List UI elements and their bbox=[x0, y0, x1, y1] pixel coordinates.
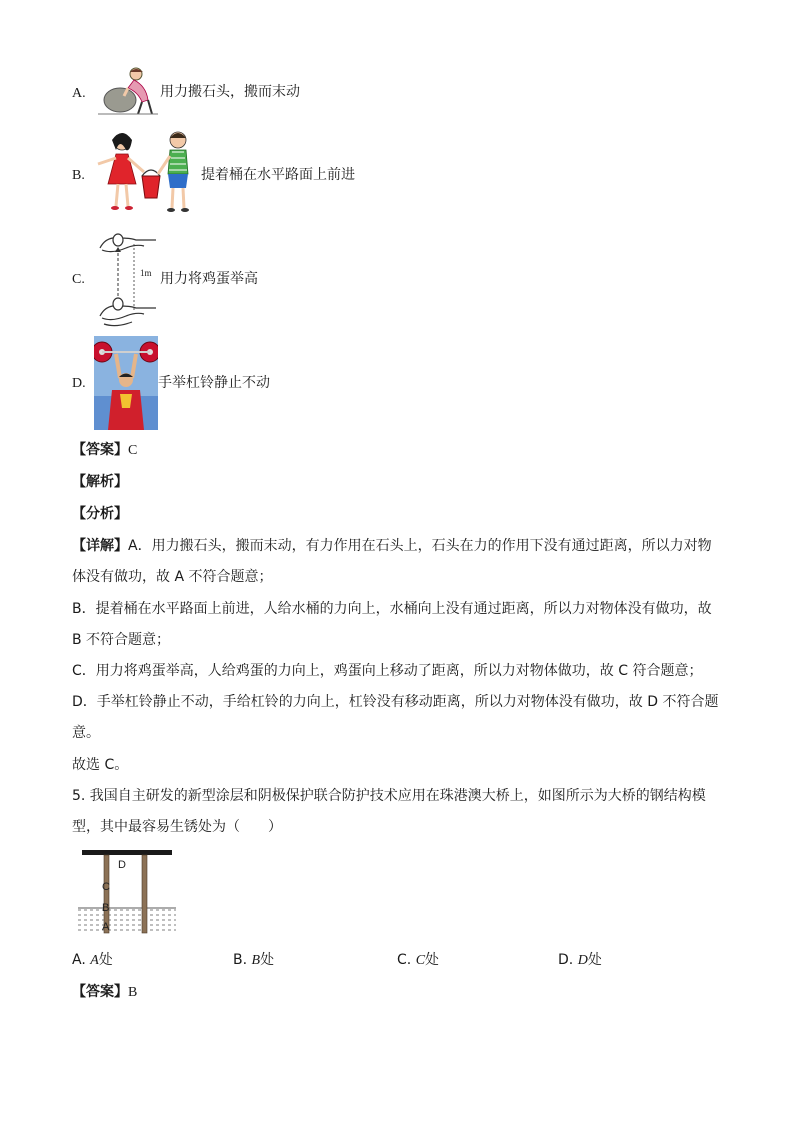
q5-option-b-letter: B bbox=[251, 953, 261, 968]
option-a-text: 用力搬石头，搬而末动 bbox=[160, 84, 300, 100]
detail-line-6: D．手举杠铃静止不动，手给杠铃的力向上，杠铃没有移动距离，所以力对物体没有做功，故 D 不符合题 bbox=[72, 694, 719, 710]
q5-option-b-suffix: 处 bbox=[260, 952, 275, 968]
detail-line-2: 体没有做功，故 A 不符合题意； bbox=[72, 569, 273, 585]
q5-option-d bbox=[558, 950, 602, 971]
figure-label-b: B bbox=[102, 902, 110, 914]
weightlifter-photo bbox=[94, 336, 158, 430]
q5-option-b bbox=[233, 950, 274, 971]
figure-label-1m: 1m bbox=[140, 268, 152, 278]
option-d-letter: D. bbox=[72, 376, 86, 391]
q5-option-c-suffix: 处 bbox=[425, 952, 440, 968]
detail-line-3: B．提着桶在水平路面上前进，人给水桶的力向上，水桶向上没有通过距离，所以力对物体没有做功，故 bbox=[72, 601, 712, 617]
fenxi-tag: 【分析】 bbox=[72, 506, 128, 522]
option-c-letter: C. bbox=[72, 272, 85, 287]
q5-option-a bbox=[72, 950, 113, 971]
q5-stem-line-2: 型，其中最容易生锈处为（ ） bbox=[72, 819, 282, 835]
q5-answer-value: B bbox=[128, 985, 138, 1000]
q5-option-b-prefix: B. bbox=[233, 952, 248, 968]
detail-line-7: 意。 bbox=[72, 725, 100, 741]
figure-label-a: A bbox=[102, 921, 110, 933]
q5-option-c bbox=[397, 950, 439, 971]
figure-label-c: C bbox=[102, 881, 110, 893]
analysis-tag: 【解析】 bbox=[72, 474, 128, 490]
carrying-bucket-illustration bbox=[94, 128, 200, 216]
q5-option-a-prefix: A. bbox=[72, 952, 86, 968]
figure-label-d: D bbox=[118, 859, 126, 871]
q5-stem-line-1: 5. 我国自主研发的新型涂层和阴极保护联合防护技术应用在珠港澳大桥上，如图所示为大桥的钢结构模 bbox=[72, 788, 706, 804]
lifting-stone-illustration bbox=[98, 66, 158, 118]
q5-option-c-prefix: C. bbox=[397, 952, 412, 968]
detail-line-1 bbox=[72, 536, 712, 556]
answer-line bbox=[72, 440, 137, 461]
answer-tag: 【答案】 bbox=[72, 442, 128, 458]
q5-option-a-letter: A bbox=[90, 953, 99, 968]
answer-value: C bbox=[128, 443, 138, 458]
raising-egg-illustration bbox=[96, 230, 160, 330]
option-a-letter: A. bbox=[72, 86, 86, 101]
q5-option-d-prefix: D. bbox=[558, 952, 574, 968]
q5-answer-line bbox=[72, 982, 137, 1003]
q5-answer-tag: 【答案】 bbox=[72, 984, 128, 1000]
detail-line-4: B 不符合题意； bbox=[72, 632, 171, 648]
q5-option-d-suffix: 处 bbox=[587, 952, 602, 968]
option-b-text: 提着桶在水平路面上前进 bbox=[201, 167, 355, 183]
detail-line-8: 故选 C。 bbox=[72, 757, 129, 773]
q5-option-a-suffix: 处 bbox=[98, 952, 113, 968]
q5-option-d-letter: D bbox=[577, 953, 588, 968]
detail-line-5: C．用力将鸡蛋举高，人给鸡蛋的力向上，鸡蛋向上移动了距离，所以力对物体做功，故 C 符合题意； bbox=[72, 663, 703, 679]
q5-option-c-letter: C bbox=[415, 953, 426, 968]
option-b-letter: B. bbox=[72, 168, 85, 183]
option-c-text: 用力将鸡蛋举高 bbox=[160, 271, 258, 287]
option-d-text: 手举杠铃静止不动 bbox=[158, 375, 270, 391]
detail-tag: 【详解】 bbox=[72, 538, 128, 554]
bridge-steel-model-figure bbox=[78, 848, 176, 934]
detail-text-1: A．用力搬石头，搬而末动，有力作用在石头上，石头在力的作用下没有通过距离，所以力对物 bbox=[128, 538, 712, 554]
